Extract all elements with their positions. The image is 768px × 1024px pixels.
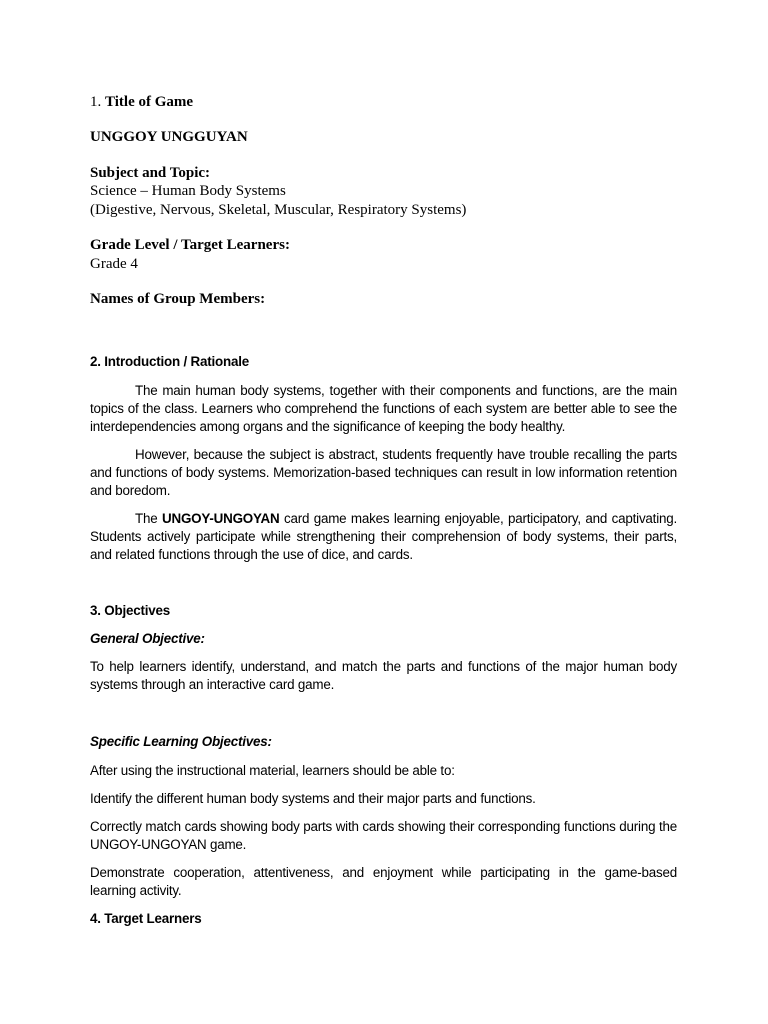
specific-objectives-intro: After using the instructional material, learners should be able to:	[90, 763, 455, 778]
subject-line-1: Science – Human Body Systems	[90, 183, 286, 199]
title-of-game-label: Title of Game	[105, 94, 194, 110]
subject-line-2: (Digestive, Nervous, Skeletal, Muscular, Respiratory Systems)	[90, 202, 467, 218]
paragraph-3-prefix: The	[135, 511, 162, 526]
objective-item-3: Demonstrate cooperation, attentiveness, and enjoyment while participating in the game-based learning activity.	[90, 865, 677, 898]
grade-level-label: Grade Level / Target Learners:	[90, 237, 290, 253]
introduction-heading: 2. Introduction / Rationale	[90, 354, 250, 369]
section-number: 1.	[90, 94, 102, 110]
objectives-heading: 3. Objectives	[90, 603, 171, 618]
objective-item-2: Correctly match cards showing body parts with cards showing their corresponding functions during the UNGOY-UNGOYAN game.	[90, 819, 677, 852]
introduction-paragraph-1: The main human body systems, together with their components and functions, are the main topics of the class. Learners who comprehend the functions of each system are better able to see the interdependencies among organs and the significance of keeping the body healthy.	[90, 383, 677, 434]
general-objective-label: General Objective:	[90, 631, 205, 646]
specific-objectives-label: Specific Learning Objectives:	[90, 734, 272, 749]
game-name-emphasis: UNGOY-UNGOYAN	[162, 511, 280, 526]
target-learners-heading: 4. Target Learners	[90, 911, 202, 926]
title-of-game-heading	[90, 93, 677, 112]
introduction-paragraph-3	[90, 510, 677, 564]
introduction-paragraph-2: However, because the subject is abstract, students frequently have trouble recalling the parts and functions of body systems. Memorization-based techniques can result in low information retention and boredom.	[90, 447, 677, 498]
subject-topic-label: Subject and Topic:	[90, 165, 211, 181]
general-objective-text: To help learners identify, understand, and match the parts and functions of the major human body systems through an interactive card game.	[90, 659, 677, 692]
objective-item-1: Identify the different human body systems and their major parts and functions.	[90, 791, 536, 806]
paragraph-3-rest: card game makes learning enjoyable, participatory, and captivating. Students actively participate while strengthening their comprehension of body systems, their parts, and related functions through the use of dice, and cards.	[90, 511, 677, 562]
grade-level-value: Grade 4	[90, 256, 138, 272]
group-members-label: Names of Group Members:	[90, 291, 266, 307]
game-title: UNGGOY UNGGUYAN	[90, 129, 248, 145]
